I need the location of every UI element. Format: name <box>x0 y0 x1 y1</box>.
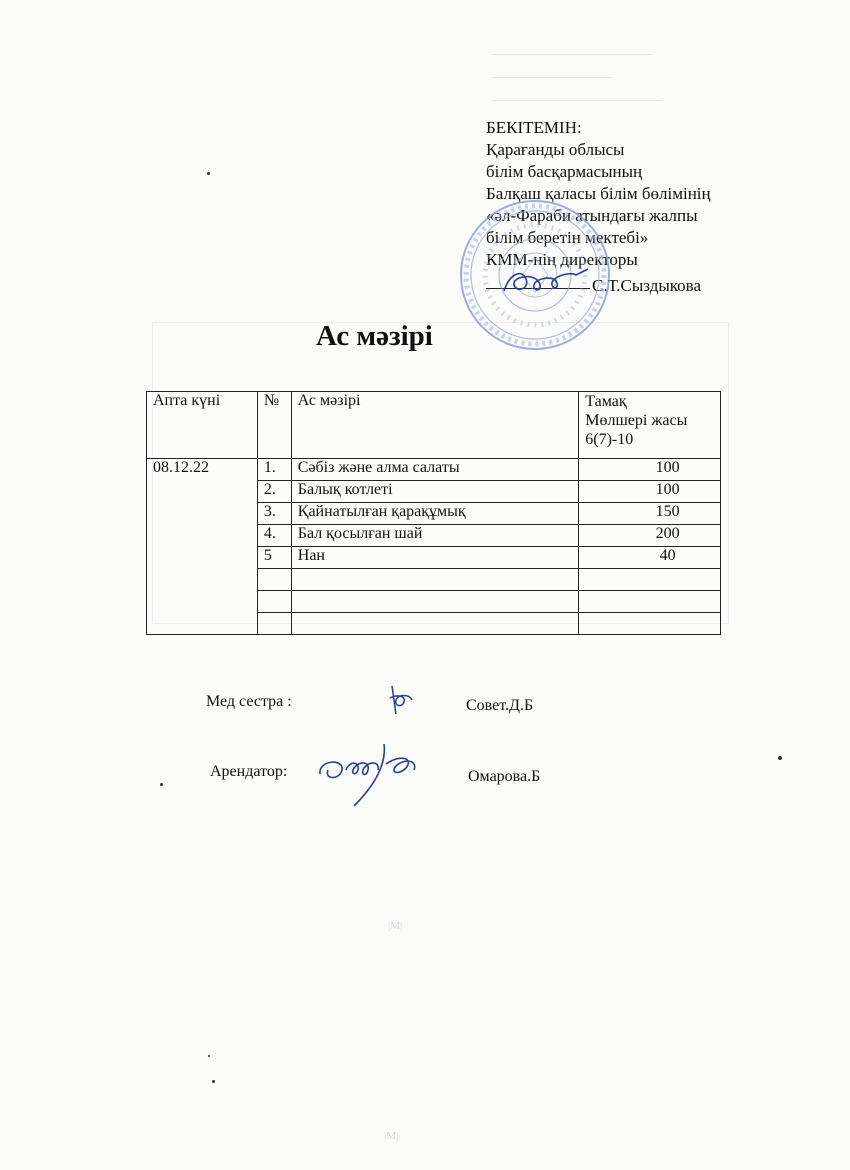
nurse-name: Совет.Д.Б <box>466 697 534 714</box>
bleed-through-text <box>492 46 662 111</box>
page-title: Ас мәзірі <box>316 320 433 352</box>
dish-cell: Нан <box>291 547 579 569</box>
row-number: 3. <box>257 503 291 525</box>
dish-cell <box>291 613 579 635</box>
scan-speck <box>207 172 210 175</box>
table-header-row <box>147 392 721 459</box>
row-number: 2. <box>257 481 291 503</box>
scan-speck <box>212 1080 215 1083</box>
approval-line: «әл-Фараби атындағы жалпы <box>486 206 698 225</box>
dish-cell: Бал қосылған шай <box>291 525 579 547</box>
tenant-name: Омарова.Б <box>468 768 541 785</box>
nurse-signature-icon <box>382 680 418 720</box>
approval-line: Қарағанды облысы <box>486 140 625 159</box>
dish-cell <box>291 569 579 591</box>
amount-cell: 200 <box>579 525 721 547</box>
binding-mark: |M| <box>388 920 403 932</box>
approval-line: БЕКІТЕМІН: <box>486 118 582 137</box>
tenant-label: Арендатор: <box>210 763 288 780</box>
director-name: С.Т.Сыздыкова <box>592 276 702 295</box>
amount-cell: 150 <box>579 503 721 525</box>
scan-speck <box>160 783 163 786</box>
amount-cell: 40 <box>579 547 721 569</box>
row-number: 4. <box>257 525 291 547</box>
row-number: 5 <box>257 547 291 569</box>
header-day: Апта күні <box>147 392 258 459</box>
header-amount: Тамақ Мөлшері жасы 6(7)-10 <box>579 392 721 459</box>
row-number: 1. <box>257 459 291 481</box>
director-signature-icon <box>496 263 596 303</box>
table-row <box>147 459 721 481</box>
approval-line: білім беретін мектебі» <box>486 228 649 247</box>
dish-cell: Балық котлеті <box>291 481 579 503</box>
amount-cell <box>579 613 721 635</box>
row-number <box>257 569 291 591</box>
approval-line: білім басқармасының <box>486 162 643 181</box>
row-number <box>257 613 291 635</box>
tenant-signature-icon <box>314 740 426 810</box>
dish-cell: Қайнатылған қарақұмық <box>291 503 579 525</box>
amount-cell: 100 <box>579 459 721 481</box>
dish-cell <box>291 591 579 613</box>
amount-cell <box>579 569 721 591</box>
header-dish: Ас мәзірі <box>291 392 579 459</box>
row-number <box>257 591 291 613</box>
amount-cell <box>579 591 721 613</box>
binding-mark: |M| <box>384 1130 399 1142</box>
dish-cell: Сәбіз және алма салаты <box>291 459 579 481</box>
approval-line: Балқаш қаласы білім бөлімінің <box>486 184 711 203</box>
amount-cell: 100 <box>579 481 721 503</box>
nurse-label: Мед сестра : <box>206 693 292 710</box>
menu-table <box>146 391 721 635</box>
scan-speck <box>778 756 782 760</box>
header-number: № <box>257 392 291 459</box>
date-cell: 08.12.22 <box>147 459 258 635</box>
scan-speck <box>208 1055 210 1057</box>
approval-line: КММ-нің директоры <box>486 250 638 269</box>
